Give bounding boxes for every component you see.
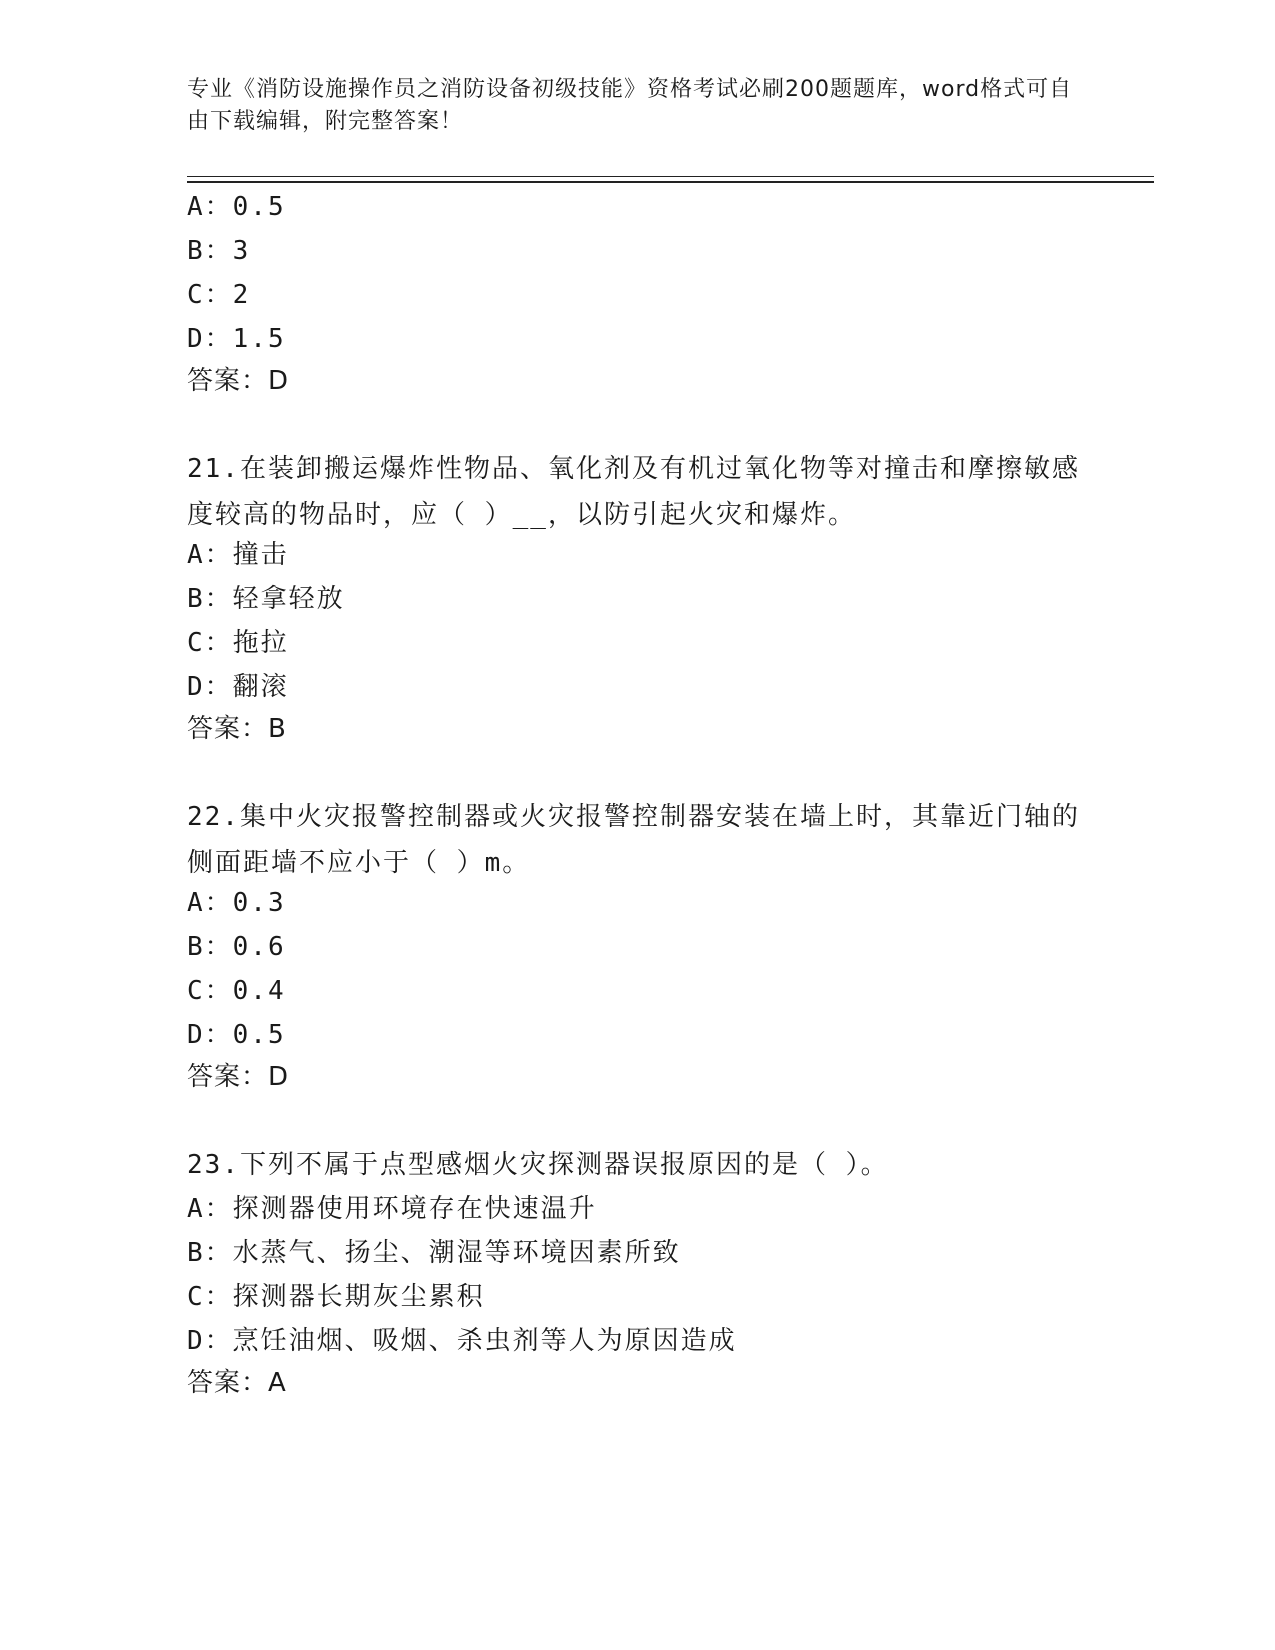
question-23-option-d: D：烹饪油烟、吸烟、杀虫剂等人为原因造成	[187, 1326, 737, 1356]
question-21-option-b: B：轻拿轻放	[187, 584, 345, 614]
document-header: 专业《消防设施操作员之消防设备初级技能》资格考试必刷200题题库，word格式可自由下载编辑，附完整答案！	[187, 77, 1073, 134]
question-21-stem: 21.在装卸搬运爆炸性物品、氧化剂及有机过氧化物等对撞击和摩擦敏感度较高的物品时，应（ ）__，以防引起火灾和爆炸。	[187, 454, 1080, 530]
question-22-option-b: B：0.6	[187, 932, 286, 962]
option-d: D：1.5	[187, 324, 286, 354]
question-22-option-a: A：0.3	[187, 888, 286, 918]
question-21-option-c: C：拖拉	[187, 628, 289, 658]
question-21-answer: 答案：B	[187, 714, 287, 744]
option-c: C：2	[187, 280, 251, 310]
question-21-option-d: D：翻滚	[187, 672, 289, 702]
question-22-option-c: C：0.4	[187, 976, 286, 1006]
header-divider-bottom	[187, 181, 1154, 183]
question-23-option-b: B：水蒸气、扬尘、潮湿等环境因素所致	[187, 1238, 681, 1268]
question-23-answer: 答案：A	[187, 1368, 287, 1398]
option-b: B：3	[187, 236, 251, 266]
question-22-option-d: D：0.5	[187, 1020, 286, 1050]
question-23-option-c: C：探测器长期灰尘累积	[187, 1282, 485, 1312]
question-23-stem: 23.下列不属于点型感烟火灾探测器误报原因的是（ ）。	[187, 1150, 889, 1180]
question-22-answer: 答案：D	[187, 1062, 290, 1092]
answer-line: 答案：D	[187, 366, 290, 396]
question-21-option-a: A：撞击	[187, 540, 289, 570]
question-23-option-a: A：探测器使用环境存在快速温升	[187, 1194, 597, 1224]
question-22-stem: 22.集中火灾报警控制器或火灾报警控制器安装在墙上时，其靠近门轴的侧面距墙不应小于（ ）m。	[187, 802, 1080, 878]
option-a: A：0.5	[187, 192, 286, 222]
header-divider-top	[187, 176, 1154, 177]
